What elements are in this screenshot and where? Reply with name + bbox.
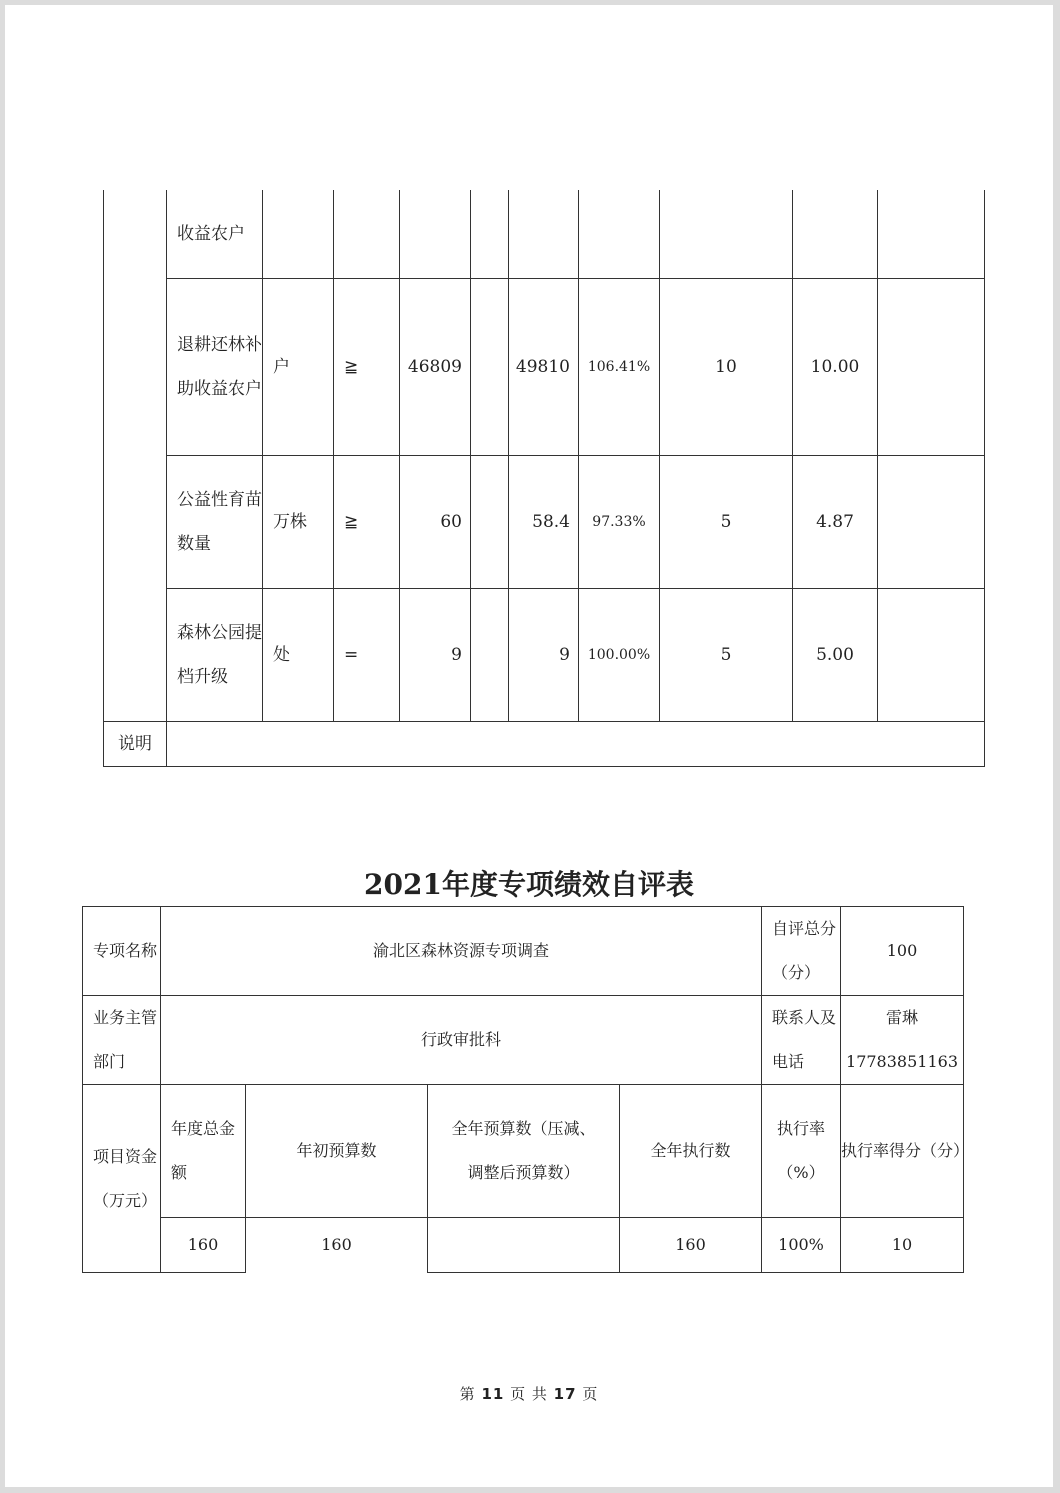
indicator-weight: 5 (660, 456, 793, 589)
indicator-target: 60 (400, 456, 471, 589)
indicator-score: 5.00 (793, 589, 878, 722)
initial-budget-header: 年初预算数 (246, 1085, 428, 1218)
indicator-unit: 户 (263, 279, 334, 456)
footer-suffix: 页 (582, 1385, 599, 1403)
note-row (104, 722, 985, 767)
self-score-label: 自评总分（分） (762, 907, 841, 996)
indicator-name: 收益农户 (167, 190, 263, 279)
indicator-weight: 10 (660, 279, 793, 456)
table-row (104, 589, 985, 722)
indicator-operator: = (334, 589, 400, 722)
indicator-actual: 58.4 (509, 456, 579, 589)
indicator-weight: 5 (660, 589, 793, 722)
indicator-operator: ≧ (334, 279, 400, 456)
project-name-label: 专项名称 (83, 907, 161, 996)
indicator-target: 46809 (400, 279, 471, 456)
indicator-operator (334, 190, 400, 279)
indicator-actual (509, 190, 579, 279)
initial-budget-value: 160 (246, 1218, 428, 1273)
indicator-score (793, 190, 878, 279)
exec-score-header: 执行率得分（分） (841, 1085, 964, 1218)
note-label: 说明 (104, 722, 167, 767)
indicator-unit (263, 190, 334, 279)
funds-header-row (83, 1085, 964, 1218)
self-score-value: 100 (841, 907, 964, 996)
indicator-rate (579, 190, 660, 279)
department-value: 行政审批科 (161, 996, 762, 1085)
current-page-number: 11 (481, 1385, 505, 1403)
adjusted-budget-value (428, 1218, 620, 1273)
exec-score-value: 10 (841, 1218, 964, 1273)
footer-middle: 页 共 (510, 1385, 548, 1403)
self-evaluation-table (82, 906, 970, 1273)
indicator-target: 9 (400, 589, 471, 722)
department-label: 业务主管部门 (83, 996, 161, 1085)
executed-value: 160 (620, 1218, 762, 1273)
indicator-rate: 100.00% (579, 589, 660, 722)
note-value (167, 722, 985, 767)
table-row (104, 279, 985, 456)
department-row (83, 996, 964, 1085)
performance-indicator-table (103, 190, 985, 767)
category-cell (104, 190, 167, 722)
indicator-name: 退耕还林补助收益农户 (167, 279, 263, 456)
annual-total-header: 年度总金额 (161, 1085, 246, 1218)
project-name-row (83, 907, 964, 996)
indicator-remark (878, 456, 985, 589)
executed-header: 全年执行数 (620, 1085, 762, 1218)
indicator-actual: 49810 (509, 279, 579, 456)
page-footer (5, 1383, 1053, 1404)
exec-rate-value: 100% (762, 1218, 841, 1273)
document-page (5, 5, 1053, 1487)
indicator-unit: 万株 (263, 456, 334, 589)
total-page-count: 17 (553, 1385, 577, 1403)
indicator-blank (471, 589, 509, 722)
indicator-remark (878, 279, 985, 456)
exec-rate-header: 执行率（%） (762, 1085, 841, 1218)
indicator-name: 森林公园提档升级 (167, 589, 263, 722)
indicator-rate: 97.33% (579, 456, 660, 589)
indicator-actual: 9 (509, 589, 579, 722)
indicator-blank (471, 279, 509, 456)
indicator-unit: 处 (263, 589, 334, 722)
indicator-rate: 106.41% (579, 279, 660, 456)
indicator-blank (471, 190, 509, 279)
indicator-score: 4.87 (793, 456, 878, 589)
project-name-value: 渝北区森林资源专项调查 (161, 907, 762, 996)
annual-total-value: 160 (161, 1218, 246, 1273)
indicator-remark (878, 190, 985, 279)
contact-value: 雷琳 17783851163 (841, 996, 964, 1085)
adjusted-budget-header: 全年预算数（压减、调整后预算数） (428, 1085, 620, 1218)
table-row (104, 190, 985, 279)
indicator-remark (878, 589, 985, 722)
indicator-name: 公益性育苗数量 (167, 456, 263, 589)
indicator-target (400, 190, 471, 279)
contact-label: 联系人及电话 (762, 996, 841, 1085)
funds-label: 项目资金（万元） (83, 1085, 161, 1273)
footer-prefix: 第 (459, 1385, 476, 1403)
indicator-weight (660, 190, 793, 279)
table-row (104, 456, 985, 589)
indicator-operator: ≧ (334, 456, 400, 589)
form-title: 2021年度专项绩效自评表 (364, 868, 694, 901)
funds-value-row (83, 1218, 964, 1273)
indicator-score: 10.00 (793, 279, 878, 456)
indicator-blank (471, 456, 509, 589)
